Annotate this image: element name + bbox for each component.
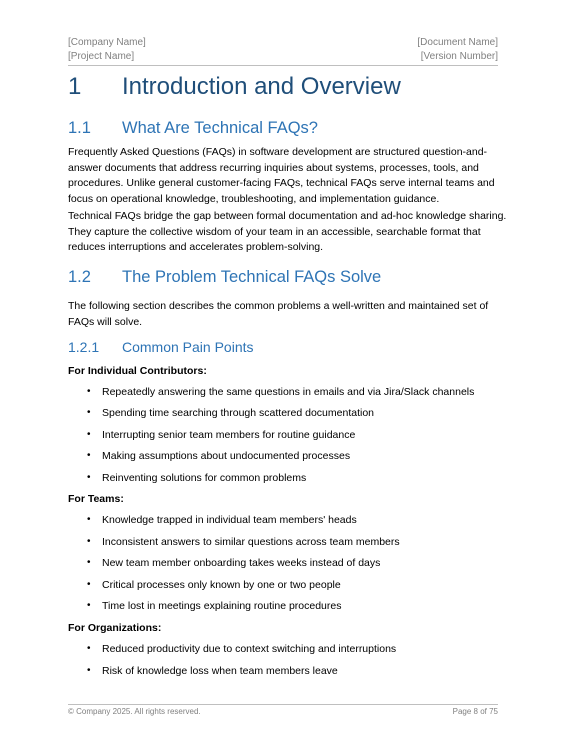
bullet-icon: • (87, 665, 91, 676)
heading-section-1-2-1 (68, 338, 254, 356)
heading-title: Introduction and Overview (122, 73, 401, 100)
heading-number: 1.2 (68, 268, 91, 286)
list-item-text: Interrupting senior team members for routine guidance (102, 429, 356, 441)
heading-section-1 (68, 72, 401, 102)
paragraph: Frequently Asked Questions (FAQs) in software development are structured question-and-answer documents that address recurring inquiries about systems, processes, tools, and procedures. Unlike general customer-facing FAQs, technical FAQs serve internal teams and focus on operational knowledge, troubleshooting, and implementation guidance. (68, 146, 495, 205)
group-label: For Organizations: (68, 622, 162, 634)
group-label: For Teams: (68, 493, 124, 505)
heading-title: The Problem Technical FAQs Solve (122, 268, 382, 286)
list-item-text: Critical processes only known by one or two people (102, 579, 341, 591)
heading-number: 1 (68, 73, 82, 100)
list-item-text: Risk of knowledge loss when team members leave (102, 665, 338, 677)
list-item-text: Time lost in meetings explaining routine procedures (102, 600, 342, 612)
heading-section-1-2 (68, 267, 381, 287)
bullet-icon: • (87, 557, 91, 568)
bullet-icon: • (87, 450, 91, 461)
document-name: [Document Name] (417, 37, 498, 48)
list-item-text: Knowledge trapped in individual team members' heads (102, 514, 357, 526)
bullet-icon: • (87, 407, 91, 418)
footer-page-number: Page 8 of 75 (452, 707, 498, 716)
company-name: [Company Name] (68, 37, 146, 48)
paragraph: Technical FAQs bridge the gap between formal documentation and ad-hoc knowledge sharing. They capture the collective wisdom of your team in an accessible, searchable format that reduces interruptions and accelerates problem-solving. (68, 210, 507, 253)
heading-number: 1.1 (68, 119, 91, 137)
heading-title: Common Pain Points (122, 339, 254, 355)
footer-copyright: © Company 2025. All rights reserved. (68, 707, 201, 716)
heading-title: What Are Technical FAQs? (122, 119, 318, 137)
bullet-icon: • (87, 386, 91, 397)
bullet-icon: • (87, 579, 91, 590)
bullet-icon: • (87, 514, 91, 525)
bullet-icon: • (87, 472, 91, 483)
list-item-text: Making assumptions about undocumented processes (102, 450, 351, 462)
version-number: [Version Number] (420, 51, 498, 62)
header-right (417, 36, 498, 64)
paragraph: The following section describes the common problems a well-written and maintained set of FAQs will solve. (68, 300, 489, 328)
header-left (68, 36, 146, 64)
bullet-icon: • (87, 643, 91, 654)
heading-number: 1.2.1 (68, 339, 100, 355)
list-item-text: Reduced productivity due to context switching and interruptions (102, 643, 397, 655)
bullet-icon: • (87, 600, 91, 611)
group-label: For Individual Contributors: (68, 365, 207, 377)
bullet-icon: • (87, 536, 91, 547)
header-divider (68, 65, 498, 66)
list-item-text: Reinventing solutions for common problems (102, 472, 307, 484)
heading-section-1-1 (68, 118, 318, 138)
bullet-icon: • (87, 429, 91, 440)
footer-divider (68, 704, 498, 705)
list-item-text: Repeatedly answering the same questions in emails and via Jira/Slack channels (102, 386, 475, 398)
list-item-text: Spending time searching through scattered documentation (102, 407, 375, 419)
list-item-text: New team member onboarding takes weeks instead of days (102, 557, 381, 569)
list-item-text: Inconsistent answers to similar questions across team members (102, 536, 400, 548)
project-name: [Project Name] (68, 51, 135, 62)
